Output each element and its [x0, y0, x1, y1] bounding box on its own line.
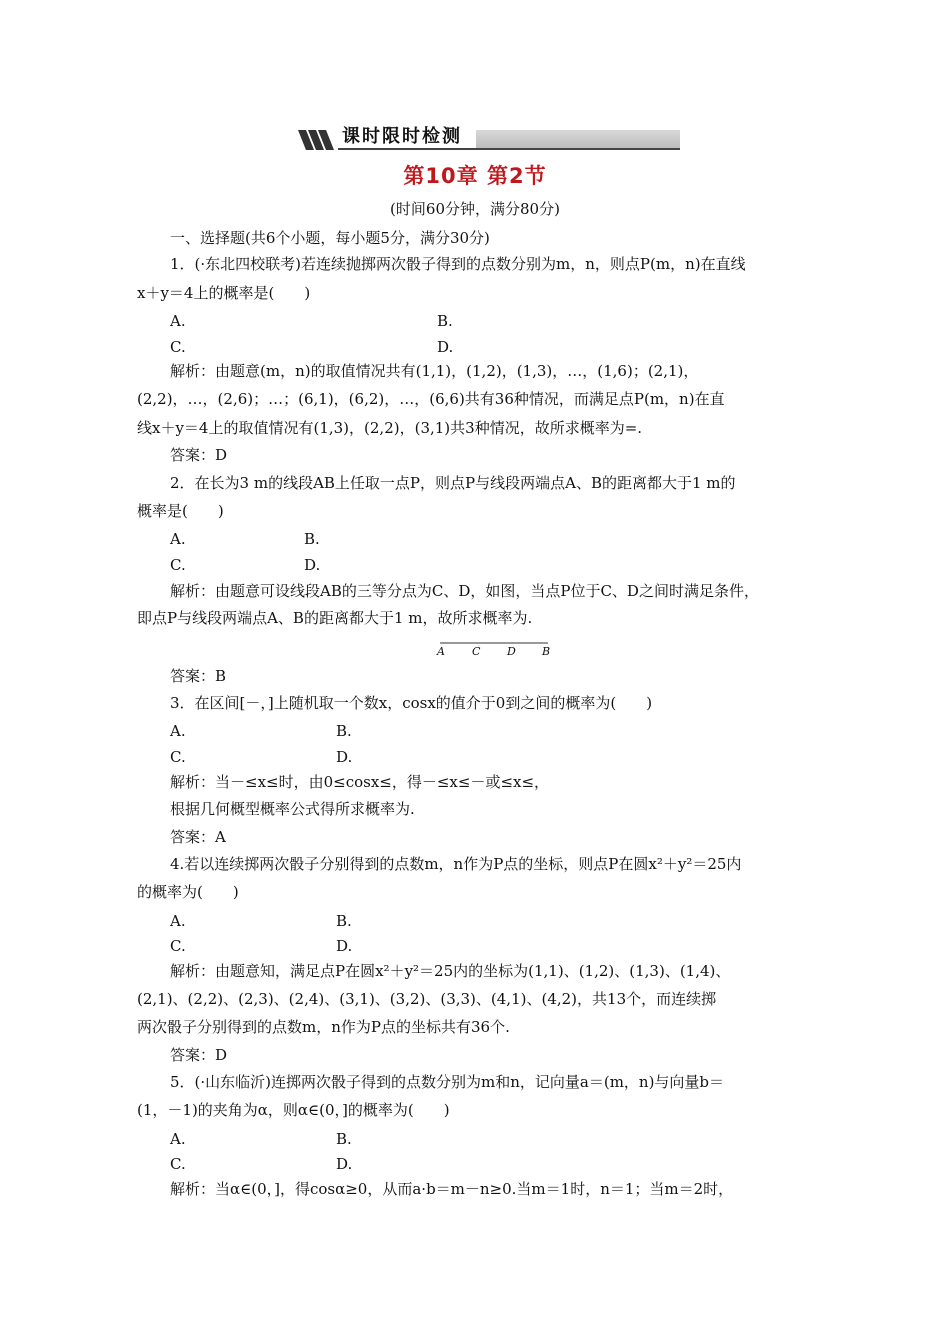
q4-stem-line2: 的概率为( )	[137, 883, 239, 901]
q4-stem-line1: 4.若以连续掷两次骰子分别得到的点数m，n作为P点的坐标，则点P在圆x²＋y²＝25内	[170, 855, 742, 873]
q4-choice-c: C.	[170, 937, 186, 955]
q1-analysis-line3: 线x＋y＝4上的取值情况有(1,3)，(2,2)，(3,1)共3种情况，故所求概率为=.	[137, 419, 643, 437]
q2-analysis-line2: 即点P与线段两端点A、B的距离都大于1 m，故所求概率为.	[137, 609, 533, 627]
q3-choice-c: C.	[170, 748, 186, 766]
segment-label-c: C	[472, 645, 481, 658]
banner-rule	[338, 148, 680, 150]
q5-choice-b: B.	[336, 1130, 352, 1148]
segment-figure	[436, 640, 552, 666]
q1-stem-line2: x＋y＝4上的概率是( )	[137, 284, 311, 302]
q3-choice-b: B.	[336, 722, 352, 740]
q5-choice-d: D.	[336, 1155, 353, 1173]
section-banner	[298, 126, 680, 150]
q3-stem-line1: 3．在区间[－，]上随机取一个数x，cosx的值介于0到之间的概率为( )	[170, 694, 653, 712]
segment-label-b: B	[542, 645, 551, 658]
q5-analysis-line1: 解析：当α∈(0，]，得cosα≥0，从而a·b＝m－n≥0.当m＝1时，n＝1；当m＝2时，	[170, 1180, 734, 1198]
q4-analysis-line2: (2,1)、(2,2)、(2,3)、(2,4)、(3,1)、(3,2)、(3,3)、(4,1)、(4,2)，共13个，而连续掷	[137, 990, 717, 1008]
q1-choice-d: D.	[437, 338, 454, 356]
q3-analysis-line2: 根据几何概型概率公式得所求概率为.	[170, 800, 415, 818]
section-heading: 一、选择题(共6个小题，每小题5分，满分30分)	[170, 229, 490, 247]
banner-title: 课时限时检测	[342, 126, 462, 147]
q1-stem-line1: 1．(·东北四校联考)若连续抛掷两次骰子得到的点数分别为m，n，则点P(m，n)在直线	[170, 255, 746, 273]
q4-analysis-line3: 两次骰子分别得到的点数m，n作为P点的坐标共有36个.	[137, 1018, 510, 1036]
q5-choice-c: C.	[170, 1155, 186, 1173]
chapter-title: 第10章 第2节	[403, 164, 547, 188]
q1-analysis-line1: 解析：由题意(m，n)的取值情况共有(1,1)，(1,2)，(1,3)，…，(1,6)；(2,1)，	[170, 362, 699, 380]
q5-stem-line1: 5．(·山东临沂)连掷两次骰子得到的点数分别为m和n，记向量a＝(m，n)与向量b＝	[170, 1073, 725, 1091]
q4-choice-b: B.	[336, 912, 352, 930]
q2-choice-c: C.	[170, 556, 186, 574]
q1-answer: 答案：D	[170, 446, 228, 464]
q4-choice-a: A.	[170, 912, 186, 930]
q2-choice-d: D.	[304, 556, 321, 574]
q4-analysis-line1: 解析：由题意知，满足点P在圆x²＋y²＝25内的坐标为(1,1)、(1,2)、(1,3)、(1,4)、	[170, 962, 731, 980]
banner-stripes-icon	[298, 126, 338, 150]
q1-choice-b: B.	[437, 312, 453, 330]
banner-bar	[476, 130, 680, 148]
time-info: (时间60分钟，满分80分)	[390, 200, 560, 218]
q1-choice-a: A.	[170, 312, 186, 330]
q3-analysis-line1: 解析：当－≤x≤时，由0≤cosx≤，得－≤x≤－或≤x≤，	[170, 773, 550, 791]
q2-analysis-line1: 解析：由题意可设线段AB的三等分点为C、D，如图，当点P位于C、D之间时满足条件，	[170, 582, 759, 600]
q4-choice-d: D.	[336, 937, 353, 955]
q2-answer: 答案：B	[170, 667, 227, 685]
segment-label-d: D	[507, 645, 516, 658]
q2-stem-line2: 概率是( )	[137, 502, 224, 520]
q3-choice-d: D.	[336, 748, 353, 766]
q2-choice-a: A.	[170, 530, 186, 548]
q1-choice-c: C.	[170, 338, 186, 356]
q1-analysis-line2: (2,2)，…，(2,6)；…；(6,1)，(6,2)，…，(6,6)共有36种情况，而满足点P(m，n)在直	[137, 390, 725, 408]
q3-answer: 答案：A	[170, 828, 226, 846]
q3-choice-a: A.	[170, 722, 186, 740]
segment-label-a: A	[437, 645, 445, 658]
q2-stem-line1: 2．在长为3 m的线段AB上任取一点P，则点P与线段两端点A、B的距离都大于1 m的	[170, 474, 736, 492]
q5-choice-a: A.	[170, 1130, 186, 1148]
q2-choice-b: B.	[304, 530, 320, 548]
q5-stem-line2: (1，－1)的夹角为α，则α∈(0，]的概率为( )	[137, 1101, 450, 1119]
q4-answer: 答案：D	[170, 1046, 228, 1064]
